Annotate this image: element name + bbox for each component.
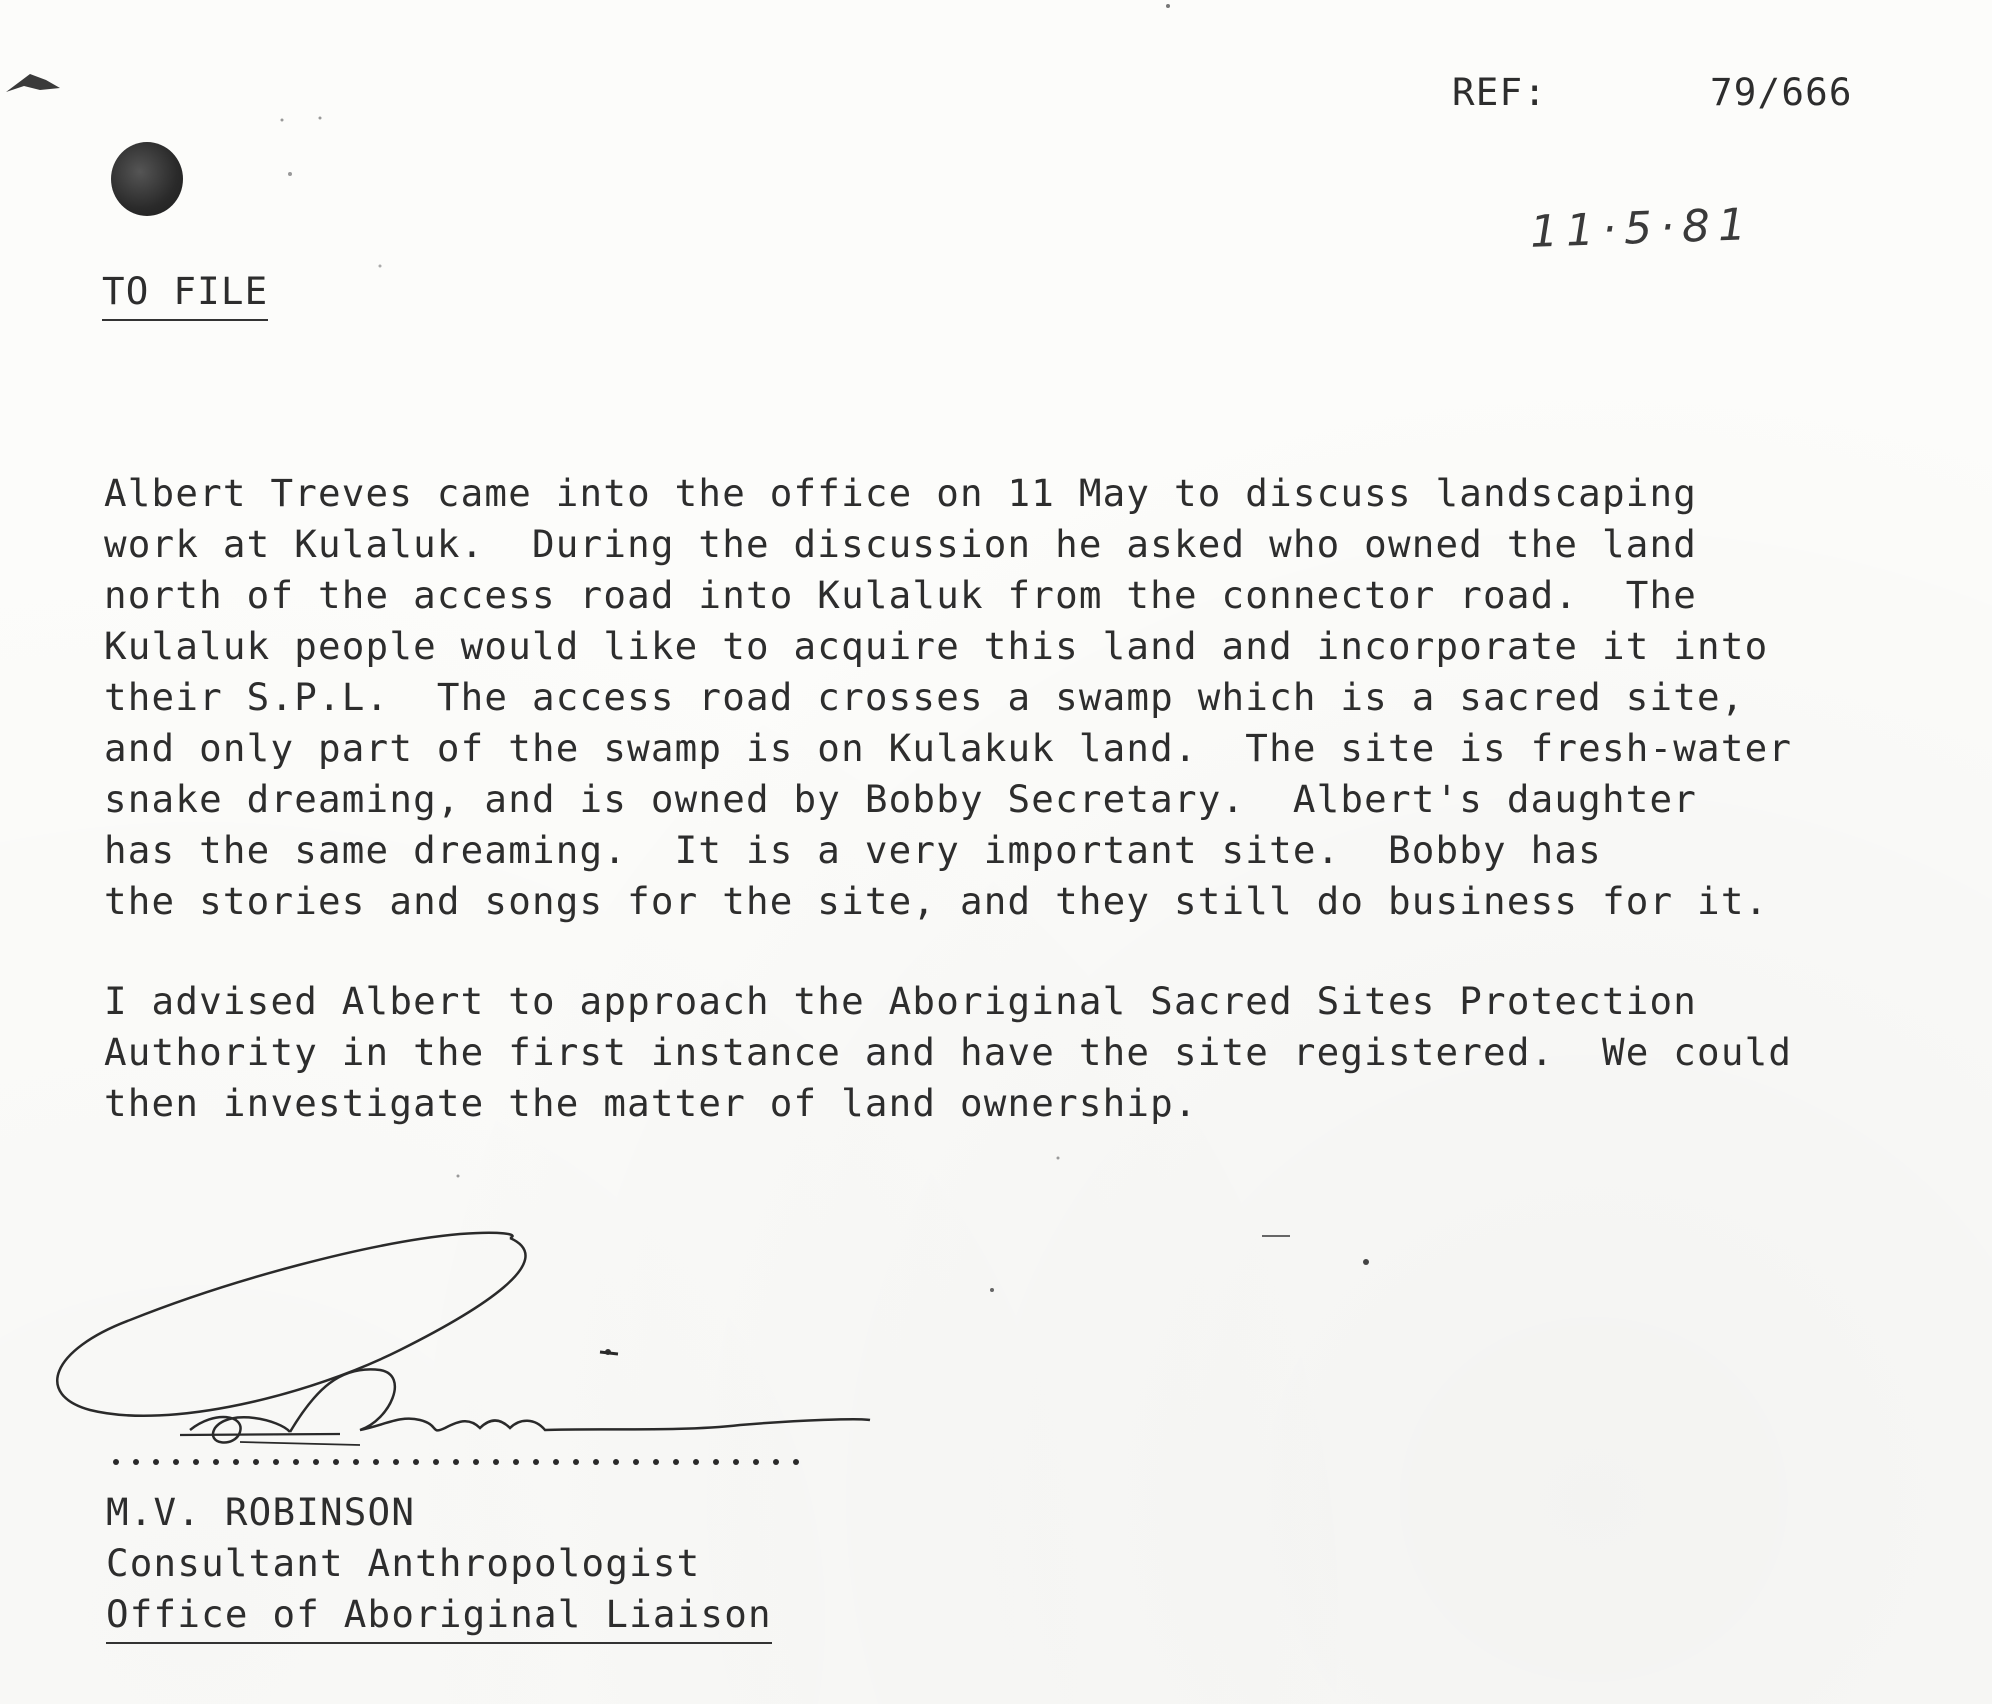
signatory-office: Office of Aboriginal Liaison (106, 1596, 772, 1644)
paragraph-1 (104, 471, 1964, 934)
addressee: TO FILE (102, 273, 268, 321)
body-line: Authority in the first instance and have the site registered. We could (104, 1030, 1793, 1074)
speck (1057, 1157, 1060, 1160)
body-line: Albert Treves came into the office on 11 May to discuss landscaping (104, 471, 1698, 515)
speck (319, 117, 322, 120)
handwritten-date: 11·5·81 (1529, 199, 1755, 258)
body-line: has the same dreaming. It is a very important site. Bobby has (104, 828, 1602, 872)
speck (288, 172, 292, 176)
speck (281, 119, 284, 122)
speck (379, 265, 382, 268)
punch-hole (111, 142, 183, 216)
body-line: snake dreaming, and is owned by Bobby Secretary. Albert's daughter (104, 777, 1698, 821)
speck (990, 1288, 994, 1292)
handwritten-signature (40, 1220, 900, 1460)
body-line: I advised Albert to approach the Aboriginal Sacred Sites Protection (104, 979, 1698, 1023)
paragraph-2 (104, 979, 1964, 1136)
body-line: their S.P.L. The access road crosses a swamp which is a sacred site, (104, 675, 1745, 719)
signatory-title: Consultant Anthropologist (106, 1541, 701, 1585)
paper-tear-mark (6, 74, 60, 92)
body-line: work at Kulaluk. During the discussion he asked who owned the land (104, 522, 1698, 566)
body-line: then investigate the matter of land ownership. (104, 1081, 1198, 1125)
signatory-name: M.V. ROBINSON (106, 1490, 416, 1534)
reference (1452, 70, 1853, 114)
speck (1166, 4, 1170, 8)
signature-dotted-line (112, 1456, 812, 1468)
ref-label: REF: (1452, 70, 1548, 114)
speck (1363, 1259, 1369, 1265)
body-line: Kulaluk people would like to acquire this land and incorporate it into (104, 624, 1769, 668)
speck (457, 1175, 460, 1178)
ref-number: 79/666 (1710, 70, 1853, 114)
body-line: and only part of the swamp is on Kulakuk land. The site is fresh-water (104, 726, 1793, 770)
body-line: the stories and songs for the site, and they still do business for it. (104, 879, 1769, 923)
body-line: north of the access road into Kulaluk from the connector road. The (104, 573, 1698, 617)
